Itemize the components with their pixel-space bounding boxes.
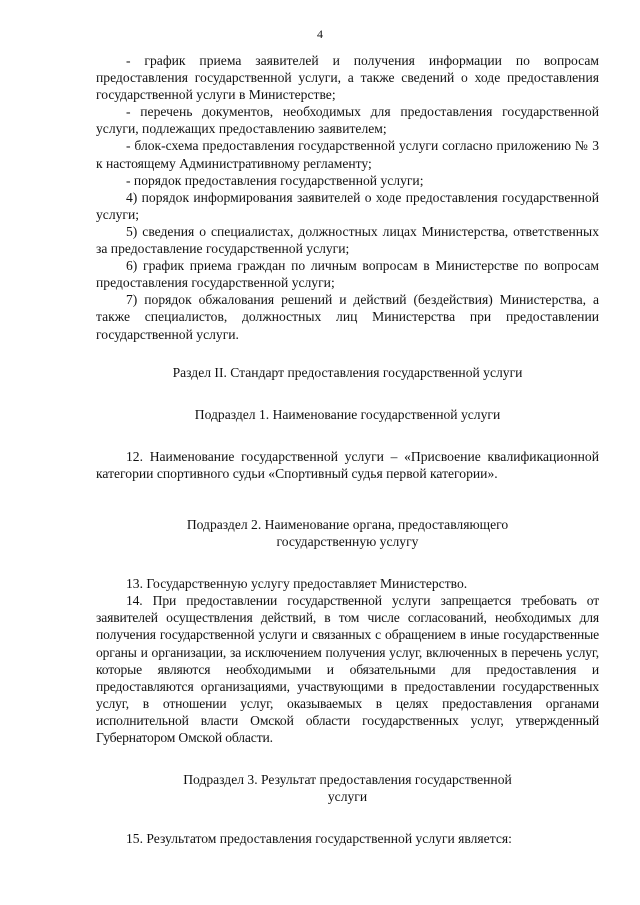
subsection-2-title-line1: Подраздел 2. Наименование органа, предоставляющего [186,516,509,532]
page-body [96,52,599,847]
list-item-flowchart: - блок-схема предоставления государственной услуги согласно приложению № 3 к настоящему Административному регламенту; [96,138,599,171]
list-item-reception: 6) график приема граждан по личным вопросам в Министерстве по вопросам предоставления государственной услуги; [96,258,599,291]
paragraph-14: 14. При предоставлении государственной услуги запрещается требовать от заявителей осуществления действий, в том числе согласований, необходимых для получения государственной услуги и связанных с обращением в иные государственные органы и организации, за исключением получения услуг, включенных в перечень услуг, которые являются необходимыми и обязательными для предоставления и предоставляются организациями, участвующими в предоставлении государственных услуг, в отношении услуг, оказываемых в целях предоставления органами исполнительной власти Омской области государственных услуг, утвержденный Губернатором Омской области. [96,593,599,745]
paragraph-13: 13. Государственную услугу предоставляет Министерство. [126,576,468,592]
list-item-appeal: 7) порядок обжалования решений и действий (бездействия) Министерства, а также специалистов, должностных лиц Министерства при предоставлении государственной услуги. [96,292,599,342]
subsection-3-title-line2: услуги [327,789,368,805]
subsection-1-title: Подраздел 1. Наименование государственной услуги [194,406,501,422]
list-item-schedule: - график приема заявителей и получения информации по вопросам предоставления государственной услуги, а также сведений о ходе предоставления государственной услуги в Министерстве; [96,53,599,103]
page-number: 4 [317,27,323,41]
subsection-3-title-line1: Подраздел 3. Результат предоставления государственной [183,772,512,788]
section-title: Раздел II. Стандарт предоставления государственной услуги [172,364,523,380]
list-item-procedure: - порядок предоставления государственной услуги; [126,172,424,188]
subsection-3-title [96,771,599,805]
paragraph-12: 12. Наименование государственной услуги – «Присвоение квалификационной категории спортивного судьи «Спортивный судья первой категории». [96,448,599,481]
list-item-informing: 4) порядок информирования заявителей о ходе предоставления государственной услуги; [96,189,599,222]
list-item-documents: - перечень документов, необходимых для предоставления государственной услуги, подлежащих предоставлению заявителем; [96,104,599,137]
paragraph-15: 15. Результатом предоставления государственной услуги является: [126,831,512,847]
subsection-2-title-line2: государственную услугу [276,534,419,550]
subsection-2-title [96,516,599,550]
list-item-specialists: 5) сведения о специалистах, должностных лицах Министерства, ответственных за предоставление государственной услуги; [96,223,599,257]
